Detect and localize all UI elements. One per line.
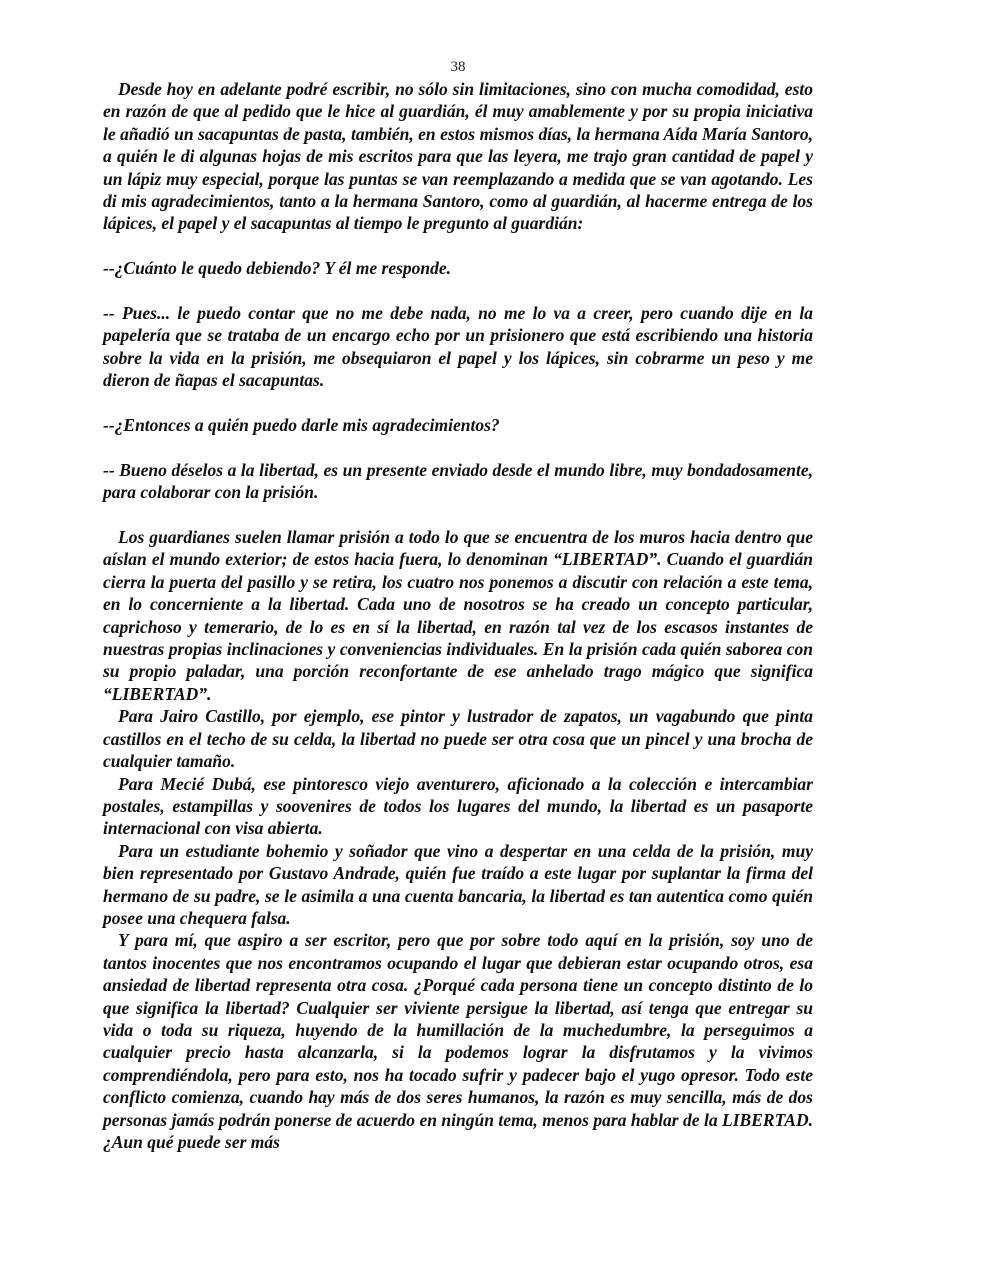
dialogue-line: --¿Entonces a quién puedo darle mis agradecimientos? — [103, 415, 500, 436]
dialogue-line: -- Bueno déselos a la libertad, es un presente enviado desde el mundo libre, muy bondadosamente, para colaborar con la prisión. — [103, 459, 813, 503]
paragraph: Para Mecié Dubá, ese pintoresco viejo aventurero, aficionado a la colección e intercambiar postales, estampillas y soovenires de todos los lugares del mundo, la libertad es un pasaporte internacional con visa abierta. — [103, 773, 813, 839]
paragraph: Y para mí, que aspiro a ser escritor, pero que por sobre todo aquí en la prisión, soy uno de tantos inocentes que nos encontramos ocupando el lugar que debieran estar ocupando otros, esa ansiedad de libertad representa otra cosa. ¿Porqué cada persona tiene un concepto distinto de lo que significa la libertad? Cualquier ser viviente persigue la libertad, así tenga que entregar su vida o toda su riqueza, huyendo de la humillación de la muchedumbre, la perseguimos a cualquier precio hasta alcanzarla, si la podemos lograr la disfrutamos y la vivimos comprendiéndola, pero para esto, nos ha tocado sufrir y padecer bajo el yugo opresor. Todo este conflicto comienza, cuando hay más de dos seres humanos, la razón es muy sencilla, más de dos personas jamás podrán ponerse de acuerdo en ningún tema, menos para hablar de la LIBERTAD. ¿Aun qué puede ser más — [103, 930, 813, 1153]
page-number: 38 — [450, 59, 466, 75]
paragraph: Para un estudiante bohemio y soñador que vino a despertar en una celda de la prisión, muy bien representado por Gustavo Andrade, quién fue traído a este lugar por suplantar la firma del hermano de su padre, se le asimila a una cuenta bancaria, la libertad es tan autentica como quién posee una chequera falsa. — [103, 840, 813, 928]
dialogue-line: --¿Cuánto le quedo debiendo? Y él me responde. — [103, 258, 452, 279]
paragraph: Desde hoy en adelante podré escribir, no sólo sin limitaciones, sino con mucha comodidad, esto en razón de que al pedido que le hice al guardián, él muy amablemente y por su propia iniciativa le añadió un sacapuntas de pasta, también, en estos mismos días, la hermana Aída María Santoro, a quién le di algunas hojas de mis escritos para que las leyera, me trajo gran cantidad de papel y un lápiz muy especial, porque las puntas se van reemplazando a medida que se van agotando. Les di mis agradecimientos, tanto a la hermana Santoro, como al guardián, al hacerme entrega de los lápices, el papel y el sacapuntas al tiempo le pregunto al guardián: — [103, 79, 813, 234]
dialogue-line: -- Pues... le puedo contar que no me debe nada, no me lo va a creer, pero cuando dije en la papelería que se trataba de un encargo echo por un prisionero que está escribiendo una historia sobre la vida en la prisión, me obsequiaron el papel y los lápices, sin cobrarme un peso y me dieron de ñapas el sacapuntas. — [103, 303, 813, 391]
paragraph: Para Jairo Castillo, por ejemplo, ese pintor y lustrador de zapatos, un vagabundo que pinta castillos en el techo de su celda, la libertad no puede ser otra cosa que un pincel y una brocha de cualquier tamaño. — [103, 706, 813, 772]
paragraph: Los guardianes suelen llamar prisión a todo lo que se encuentra de los muros hacia dentro que aíslan el mundo exterior; de estos hacia fuera, lo denominan “LIBERTAD”. Cuando el guardián cierra la puerta del pasillo y se retira, los cuatro nos ponemos a discutir con relación a este tema, en lo concerniente a la libertad. Cada uno de nosotros se ha creado un concepto particular, caprichoso y temerario, de lo es en sí la libertad, en razón tal vez de los escasos instantes de nuestras propias inclinaciones y conveniencias individuales. En la prisión cada quién saborea con su propio paladar, una porción reconfortante de ese anhelado trago mágico que significa “LIBERTAD”. — [103, 527, 813, 704]
body-text — [103, 78, 813, 1153]
